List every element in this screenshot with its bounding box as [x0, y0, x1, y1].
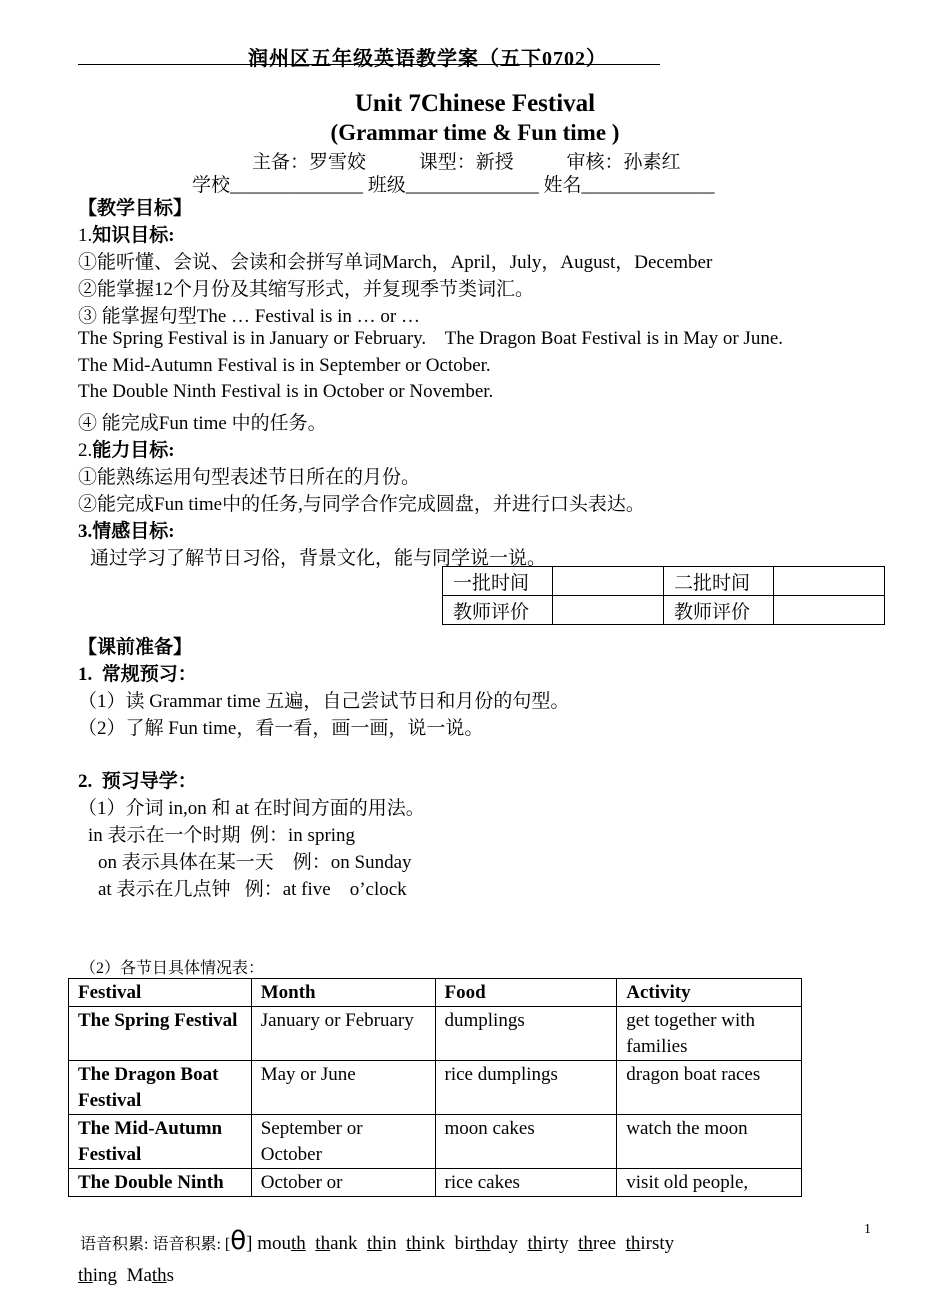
festival-cell: The Dragon Boat Festival	[69, 1061, 252, 1115]
activity-cell: get together with families	[617, 1007, 802, 1061]
reviewer-field: 审核：孙素红	[566, 152, 681, 173]
food-cell: rice dumplings	[435, 1061, 617, 1115]
phonics-word: thirty	[527, 1233, 569, 1254]
column-header: Month	[251, 979, 435, 1007]
doc-subtitle: (Grammar time & Fun time )	[330, 120, 620, 145]
month-cell: January or February	[251, 1007, 435, 1061]
knowledge-item: ①能听懂、会说、会读和会拼写单词March，April，July，August，December	[78, 252, 713, 273]
eval-cell: 一批时间	[443, 567, 553, 596]
knowledge-item: The Spring Festival is in January or February. The Dragon Boat Festival is in May or June.	[78, 328, 784, 349]
phonics-line-2	[78, 1265, 174, 1287]
knowledge-num: 1.	[78, 225, 93, 246]
festival-cell: The Mid-Autumn Festival	[69, 1115, 252, 1169]
month-cell: May or June	[251, 1061, 435, 1115]
phonics-word: thank	[315, 1233, 358, 1254]
column-header: Festival	[69, 979, 252, 1007]
objectives-heading: 【教学目标】	[78, 198, 193, 219]
eval-cell: 二批时间	[664, 567, 774, 596]
doc-title: Unit 7Chinese Festival	[354, 90, 596, 117]
ability-item: ①能熟练运用句型表述节日所在的月份。	[78, 467, 421, 488]
phonics-word: thirsty	[625, 1233, 675, 1254]
festival-cell: The Spring Festival	[69, 1007, 252, 1061]
eval-cell	[553, 567, 664, 596]
ability-item: ②能完成Fun time中的任务,与同学合作完成圆盘，并进行口头表达。	[78, 494, 645, 515]
phonics-word: thing	[78, 1265, 118, 1286]
table-row	[69, 1169, 802, 1197]
author-field: 主备：罗雪姣	[252, 152, 367, 173]
festival-table	[68, 978, 802, 1197]
table-row	[69, 1007, 802, 1061]
bracket-close: ]	[246, 1233, 253, 1254]
activity-cell: dragon boat races	[617, 1061, 802, 1115]
eval-cell	[774, 567, 885, 596]
evaluation-table	[442, 566, 885, 625]
phonics-word: think	[406, 1233, 446, 1254]
food-cell: dumplings	[435, 1007, 617, 1061]
school-class-name-line: 学校______________ 班级______________ 姓名______________	[192, 175, 715, 196]
header-underline	[78, 64, 660, 65]
knowledge-title: 知识目标:	[92, 225, 175, 246]
eval-cell: 教师评价	[443, 596, 553, 625]
guided-preview-heading: 2. 预习导学：	[78, 771, 197, 792]
column-header: Food	[435, 979, 617, 1007]
routine-preview-heading: 1. 常规预习：	[78, 664, 197, 685]
phonics-word: three	[578, 1233, 617, 1254]
phonics-line	[80, 1226, 674, 1256]
eval-cell	[774, 596, 885, 625]
table-header-row	[69, 979, 802, 1007]
lesson-type-field: 课型：新授	[418, 152, 514, 173]
knowledge-item: The Mid-Autumn Festival is in September or October.	[78, 355, 491, 376]
phonics-word: thin	[367, 1233, 397, 1254]
ability-heading	[78, 435, 175, 462]
emotion-heading: 3.情感目标:	[78, 521, 175, 542]
ability-title: 能力目标:	[92, 440, 175, 461]
ability-num: 2.	[78, 440, 93, 461]
phonics-word: birthday	[454, 1233, 518, 1254]
prep-heading: 【课前准备】	[78, 637, 193, 658]
guided-item: at 表示在几点钟 例：at five o’clock	[98, 879, 407, 900]
page-header: 润州区五年级英语教学案（五下0702）	[248, 48, 607, 70]
food-cell: moon cakes	[435, 1115, 617, 1169]
routine-item: （2）了解 Fun time，看一看，画一画，说一说。	[78, 718, 484, 739]
phonics-label: 语音积累: 语音积累: [	[80, 1236, 231, 1253]
guided-item: （1）介词 in,on 和 at 在时间方面的用法。	[78, 798, 425, 819]
activity-cell: visit old people,	[617, 1169, 802, 1197]
festival-cell: The Double Ninth	[69, 1169, 252, 1197]
guided-item: on 表示具体在某一天 例：on Sunday	[98, 852, 412, 873]
emotion-item: 通过学习了解节日习俗，背景文化，能与同学说一说。	[90, 548, 547, 569]
knowledge-item: ④ 能完成Fun time 中的任务。	[78, 413, 327, 434]
activity-cell: watch the moon	[617, 1115, 802, 1169]
month-cell: September or October	[251, 1115, 435, 1169]
eval-cell	[553, 596, 664, 625]
eval-cell: 教师评价	[664, 596, 774, 625]
guided-item: in 表示在一个时期 例：in spring	[88, 825, 356, 846]
knowledge-item: ③ 能掌握句型The … Festival is in … or …	[78, 306, 420, 327]
routine-item: （1）读 Grammar time 五遍，自己尝试节日和月份的句型。	[78, 691, 570, 712]
table-row	[69, 1061, 802, 1115]
knowledge-heading	[78, 220, 175, 247]
phonics-word: mouth	[257, 1233, 306, 1254]
food-cell: rice cakes	[435, 1169, 617, 1197]
knowledge-item: ②能掌握12个月份及其缩写形式，并复现季节类词汇。	[78, 279, 535, 300]
table-caption: （2）各节日具体情况表：	[80, 960, 265, 977]
column-header: Activity	[617, 979, 802, 1007]
page-number: 1	[864, 1222, 871, 1237]
theta-symbol: θ	[230, 1226, 247, 1256]
table-row	[69, 1115, 802, 1169]
month-cell: October or	[251, 1169, 435, 1197]
phonics-word: Maths	[126, 1265, 175, 1286]
knowledge-item: The Double Ninth Festival is in October or November.	[78, 381, 494, 402]
